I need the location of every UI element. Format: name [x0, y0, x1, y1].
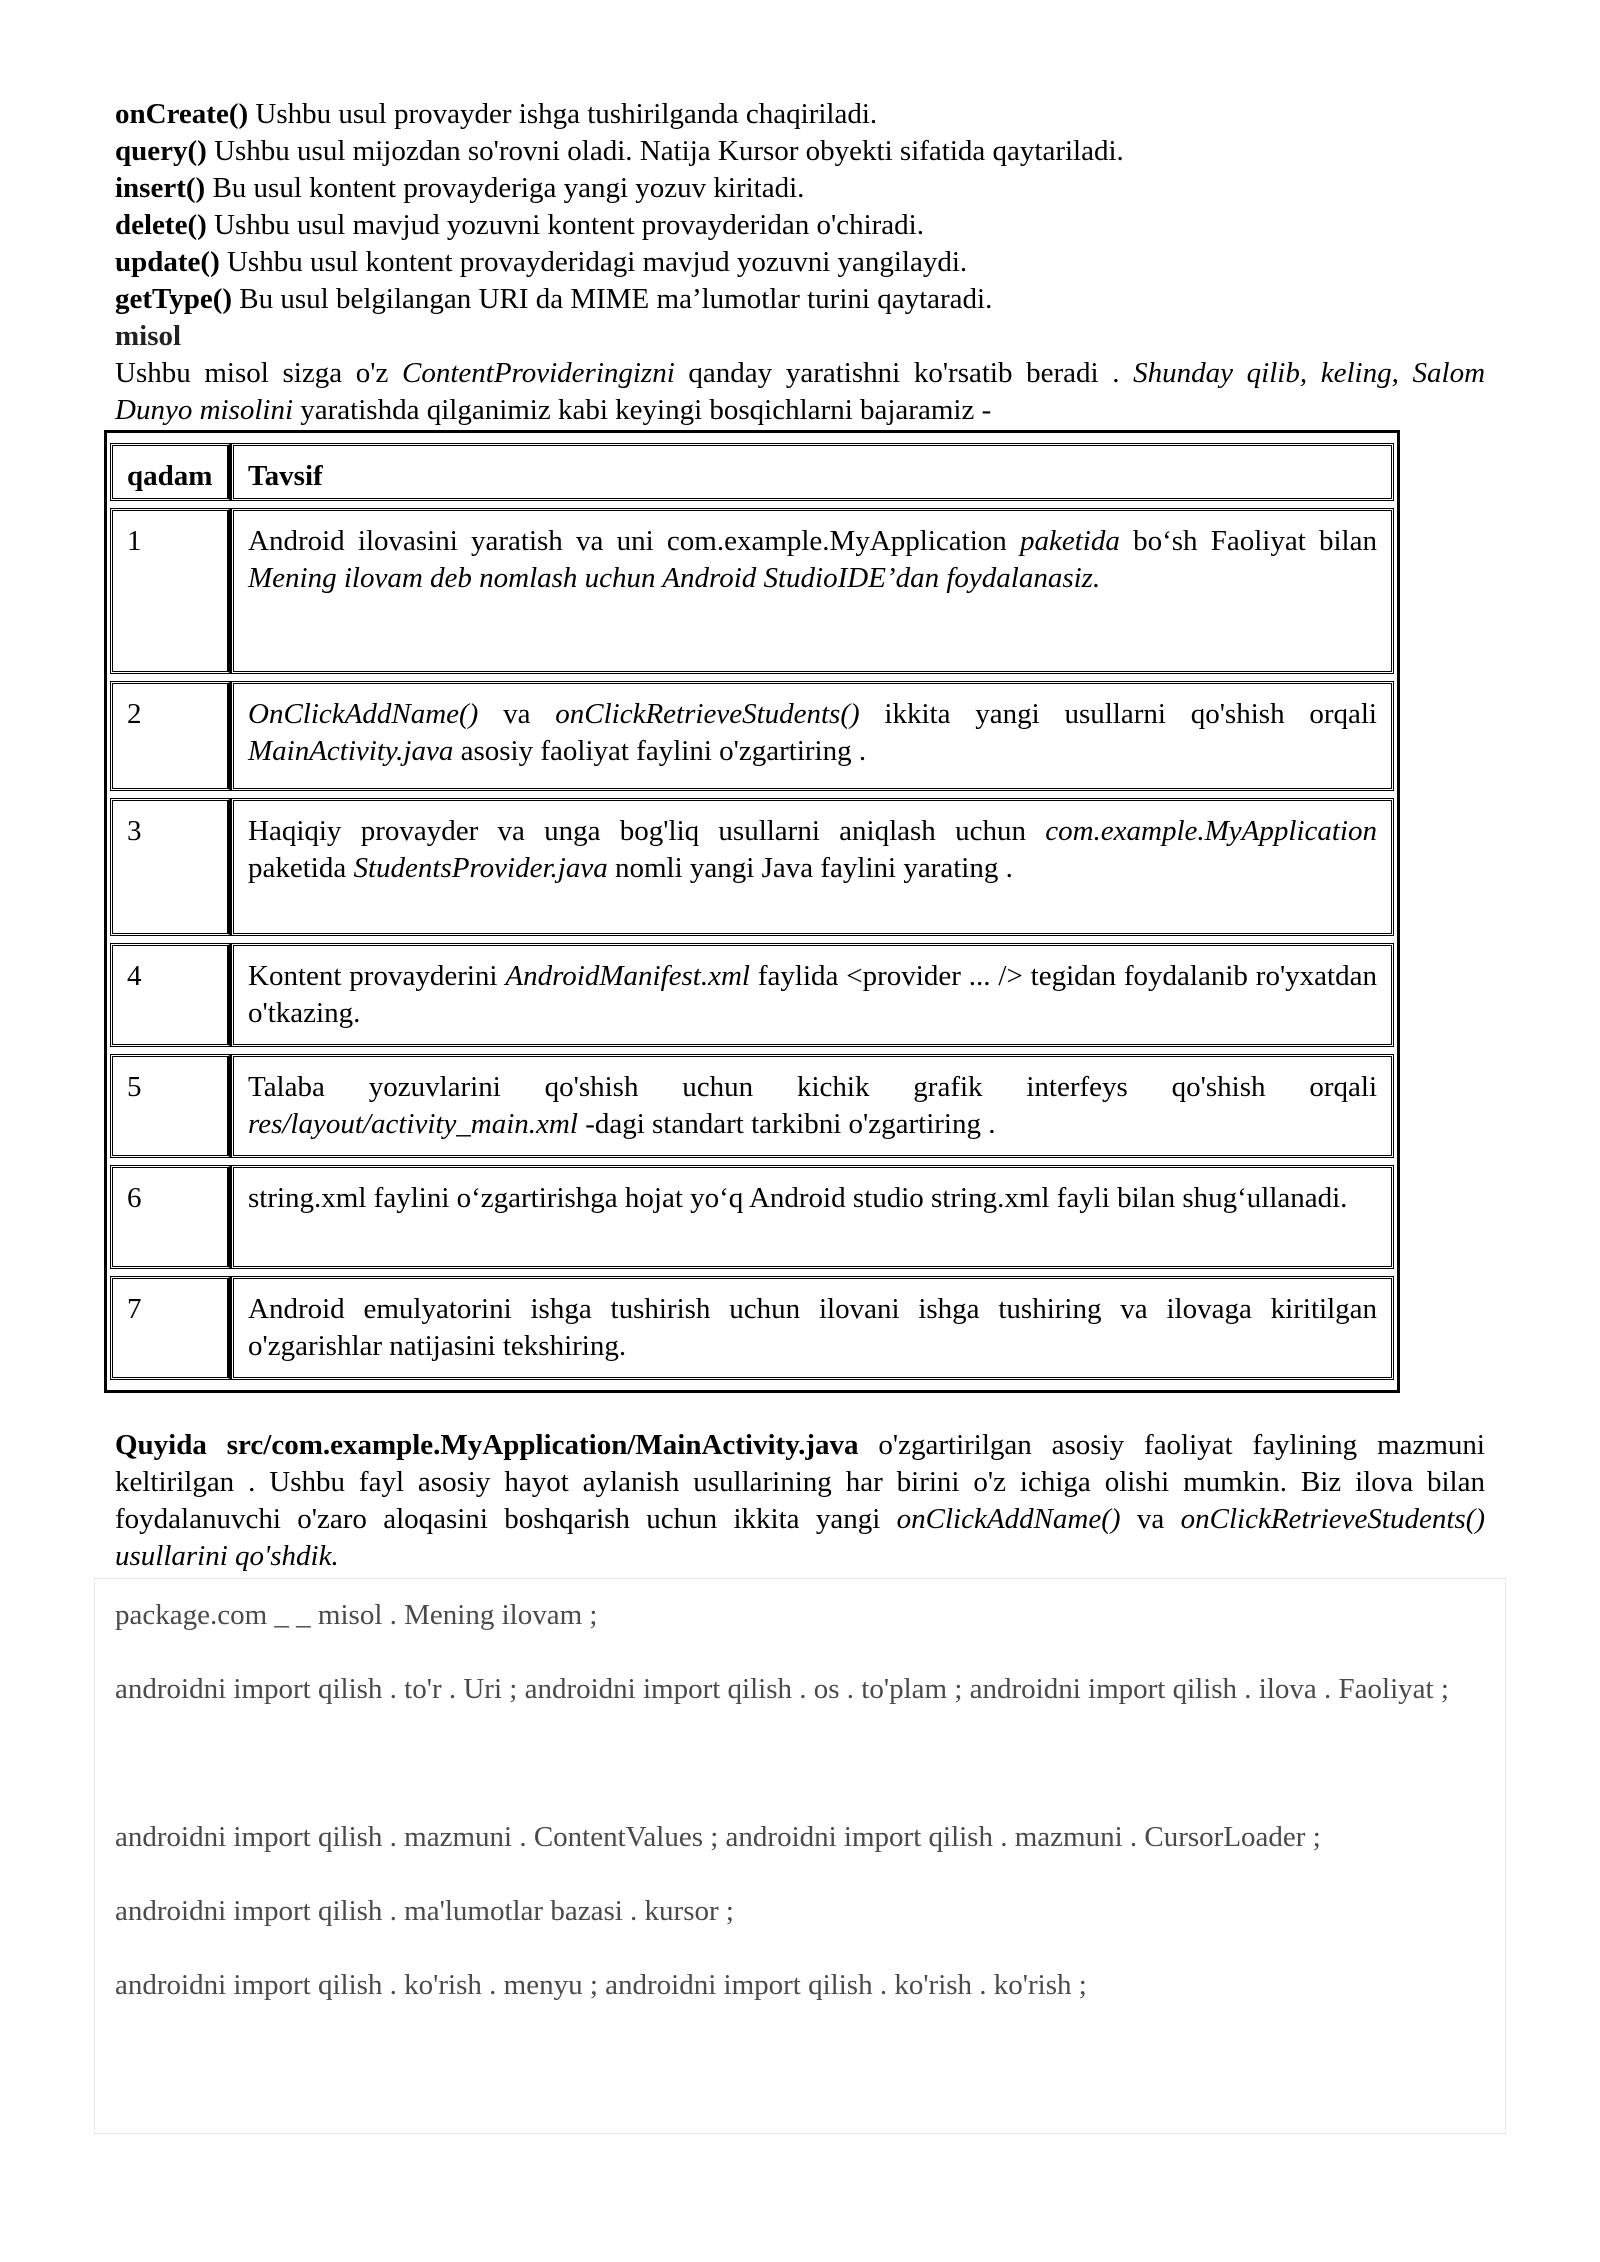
table-row: [110, 1054, 1394, 1158]
step-number: 4: [110, 943, 231, 1047]
code-line: androidni import qilish . mazmuni . ContentValues ; androidni import qilish . mazmuni . CursorLoader ;: [115, 1821, 1321, 1853]
step-description: [231, 798, 1394, 936]
table-header-row: [110, 443, 1394, 501]
header-step: qadam: [110, 443, 231, 501]
step-text: com.example.MyApplication: [1045, 815, 1377, 847]
step-text: StudentsProvider.java: [353, 852, 608, 884]
step-number: 3: [110, 798, 231, 936]
step-text: Android ilovasini yaratish va uni com.example.MyApplication: [248, 525, 1020, 557]
method-gettype: getType() Bu usul belgilangan URI da MIME ma’lumotlar turini qaytaradi.: [115, 283, 993, 315]
step-text: faylida <provider ... /> tegidan foydalanib ro'yxatdan o'tkazing.: [248, 960, 1377, 1029]
table-row: [110, 508, 1394, 674]
step-number: 1: [110, 508, 231, 674]
code-block: [94, 1578, 1506, 2134]
step-text: paketida: [248, 852, 354, 884]
step-number: 2: [110, 681, 231, 791]
step-text: Mening ilovam deb nomlash uchun Android StudioIDE’dan foydalanasiz.: [248, 562, 1101, 594]
step-text: -dagi standart tarkibni o'zgartiring .: [577, 1108, 996, 1140]
step-text: Haqiqiy provayder va unga bog'liq usullarni aniqlash uchun: [248, 815, 1046, 847]
step-text: OnClickAddName(): [248, 698, 479, 730]
code-line: androidni import qilish . to'r . Uri ; androidni import qilish . os . to'plam ; androidni import qilish . ilova . Faoliyat ;: [115, 1673, 1449, 1705]
step-text: MainActivity.java: [248, 735, 454, 767]
step-text: paketida: [1019, 525, 1120, 557]
step-description: [231, 681, 1394, 791]
step-number: 5: [110, 1054, 231, 1158]
step-text: va: [478, 698, 556, 730]
method-oncreate: onCreate() Ushbu usul provayder ishga tushirilganda chaqiriladi.: [115, 98, 878, 130]
step-number: 7: [110, 1276, 231, 1380]
example-heading: misol: [115, 320, 182, 352]
step-text: string.xml faylini o‘zgartirishga hojat yo‘q Android studio string.xml fayli bilan shug‘ullanadi.: [248, 1182, 1348, 1214]
step-description: [231, 1054, 1394, 1158]
header-description: Tavsif: [231, 443, 1394, 501]
step-description: [231, 1276, 1394, 1380]
table-row: [110, 681, 1394, 791]
step-text: AndroidManifest.xml: [505, 960, 750, 992]
table-row: [110, 798, 1394, 936]
step-description: [231, 1165, 1394, 1269]
step-description: [231, 508, 1394, 674]
step-description: [231, 943, 1394, 1047]
method-query: query() Ushbu usul mijozdan so'rovni oladi. Natija Kursor obyekti sifatida qaytariladi.: [115, 135, 1124, 167]
step-text: Android emulyatorini ishga tushirish uchun ilovani ishga tushiring va ilovaga kiritilgan o'zgarishlar natijasini tekshiring.: [248, 1293, 1377, 1362]
step-text: Talaba yozuvlarini qo'shish uchun kichik grafik interfeys qo'shish orqali: [248, 1071, 1377, 1103]
table-row: [110, 1165, 1394, 1269]
example-intro: Ushbu misol sizga o'z ContentProvideringizni qanday yaratishni ko'rsatib beradi . Shunday qilib, keling, Salom Dunyo misolini yaratishda qilganimiz kabi keyingi bosqichlarni bajaramiz -: [115, 357, 1486, 426]
step-text: nomli yangi Java faylini yarating .: [607, 852, 1013, 884]
method-delete: delete() Ushbu usul mavjud yozuvni kontent provayderidan o'chiradi.: [115, 209, 924, 241]
mainactivity-description: Quyida src/com.example.MyApplication/MainActivity.java o'zgartirilgan asosiy faoliyat faylining mazmuni keltirilgan . Ushbu fayl asosiy hayot aylanish usullarining har birini o'z ichiga olishi mumkin. Biz ilova bilan foydalanuvchi o'zaro aloqasini boshqarish uchun ikkita yangi onClickAddName() va onClickRetrieveStudents() usullarini qo'shdik.: [115, 1429, 1486, 1572]
code-line: package.com _ _ misol . Mening ilovam ;: [115, 1599, 598, 1631]
step-text: bo‘sh Faoliyat bilan: [1119, 525, 1377, 557]
method-insert: insert() Bu usul kontent provayderiga yangi yozuv kiritadi.: [115, 172, 805, 204]
step-text: res/layout/activity_main.xml: [248, 1108, 578, 1140]
method-list: [115, 96, 1485, 429]
code-line: androidni import qilish . ma'lumotlar bazasi . kursor ;: [115, 1895, 734, 1927]
step-number: 6: [110, 1165, 231, 1269]
table-row: [110, 943, 1394, 1047]
code-line: androidni import qilish . ko'rish . menyu ; androidni import qilish . ko'rish . ko'rish ;: [115, 1969, 1087, 2001]
step-text: onClickRetrieveStudents(): [555, 698, 860, 730]
steps-table: [104, 430, 1400, 1393]
method-update: update() Ushbu usul kontent provayderidagi mavjud yozuvni yangilaydi.: [115, 246, 968, 278]
step-text: Kontent provayderini: [248, 960, 506, 992]
step-text: ikkita yangi usullarni qo'shish orqali: [859, 698, 1377, 730]
step-text: asosiy faoliyat faylini o'zgartiring .: [453, 735, 867, 767]
table-row: [110, 1276, 1394, 1380]
